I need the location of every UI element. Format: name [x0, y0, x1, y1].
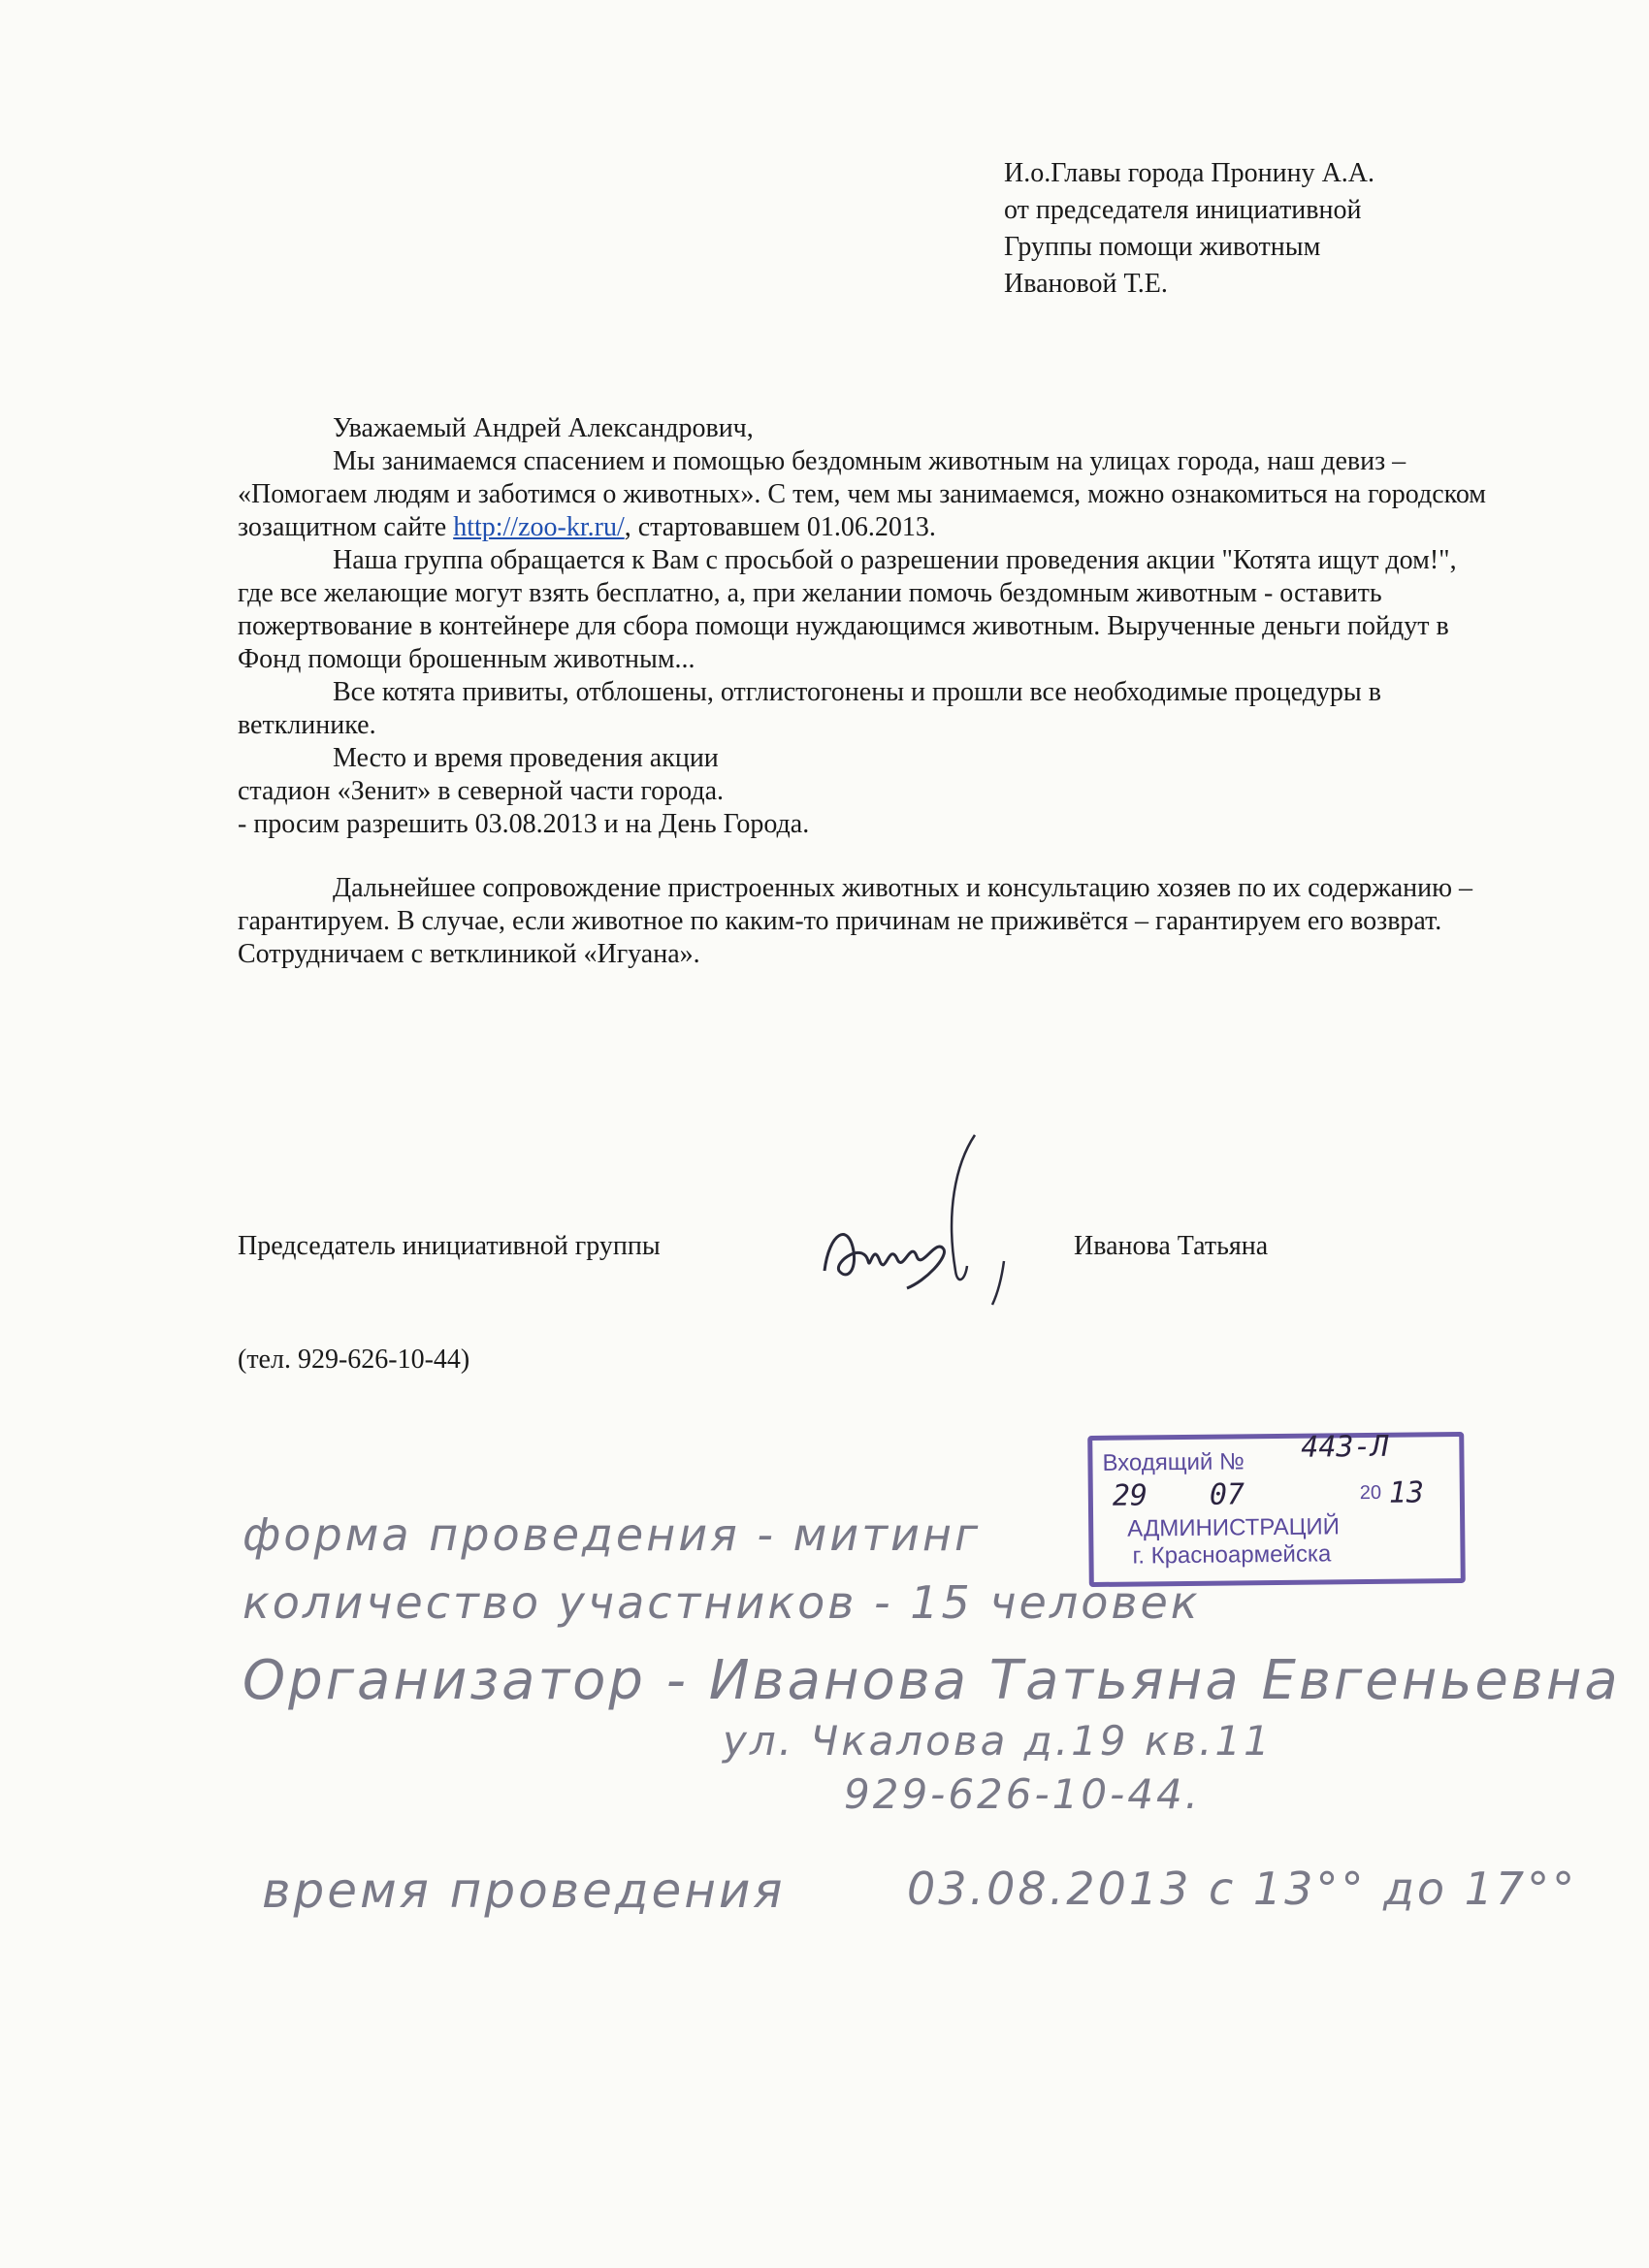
handwritten-participants: количество участников - 15 человек — [242, 1576, 1201, 1629]
addressee-line: Группы помощи животным — [1004, 232, 1321, 262]
stamp-day: 29 — [1112, 1478, 1148, 1513]
paragraph-5: Дальнейшее сопровождение пристроенных животных и консультацию хозяев по их содержанию – гарантируем. В случае, если животное по каким-то причинам не приживётся – гарантируем его возврат. Сотрудничаем с ветклиникой «Игуана». — [238, 873, 1473, 969]
phone-line: (тел. 929-626-10-44) — [238, 1345, 470, 1375]
paragraph-gap — [238, 841, 1499, 872]
stamp-org-line-2: г. Красноармейска — [1132, 1540, 1332, 1570]
paragraph-2: Наша группа обращается к Вам с просьбой о разрешении проведения акции "Котята ищут дом!", где все желающие могут взять бесплатно, а, при желании помочь бездомным животным - оставить пожертвование в контейнере для сбора помощи нуждающимся животным. Вырученные деньги пойдут в Фонд помощи брошенным животным... — [238, 545, 1457, 674]
paragraph-1-text: Мы занимаемся спасением и помощью бездомным животным на улицах города, наш девиз – «Помогаем людям и заботимся о животных». С тем, чем мы занимаемся, можно ознакомиться на городском зозащитном сайте — [238, 446, 1487, 542]
letter-body — [238, 412, 1499, 971]
stamp-month: 07 — [1209, 1477, 1245, 1512]
signer-name: Иванова Татьяна — [1074, 1231, 1269, 1261]
addressee-block — [1004, 155, 1374, 303]
paragraph-4-line-2: стадион «Зенит» в северной части города. — [238, 776, 724, 806]
website-link[interactable]: http://zoo-kr.ru/ — [453, 512, 625, 542]
handwritten-format: форма проведения - митинг — [242, 1508, 982, 1561]
paragraph-1-tail: , стартовавшем 01.06.2013. — [624, 512, 936, 542]
stamp-org-line-1: АДМИНИСТРАЦИЙ — [1127, 1513, 1341, 1542]
paragraph-4-line-1: Место и время проведения акции — [333, 743, 719, 773]
stamp-year-prefix: 20 — [1359, 1481, 1382, 1505]
incoming-stamp — [1087, 1429, 1466, 1587]
addressee-line: от председателя инициативной — [1004, 195, 1362, 225]
signer-role: Председатель инициативной группы — [238, 1231, 661, 1261]
paragraph-4-line-3: - просим разрешить 03.08.2013 и на День Города. — [238, 809, 810, 839]
stamp-incoming-label: Входящий № — [1102, 1448, 1245, 1476]
handwritten-organizer: Организатор - Иванова Татьяна Евгеньевна — [242, 1649, 1621, 1712]
addressee-line: И.о.Главы города Пронину А.А. — [1004, 158, 1375, 188]
greeting: Уважаемый Андрей Александрович, — [333, 413, 754, 443]
addressee-line: Ивановой Т.Е. — [1004, 269, 1168, 299]
stamp-number: 443-Л — [1301, 1429, 1389, 1465]
handwritten-signature — [810, 1125, 1023, 1319]
handwritten-time-label: время проведения — [262, 1863, 786, 1919]
handwritten-address: ул. Чкалова д.19 кв.11 — [723, 1717, 1273, 1765]
handwritten-time-value: 03.08.2013 с 13°° до 17°° — [907, 1863, 1578, 1915]
paragraph-1 — [238, 445, 1499, 544]
paragraph-3: Все котята привиты, отблошены, отглистогонены и прошли все необходимые процедуры в ветклинике. — [238, 677, 1381, 740]
handwritten-phone: 929-626-10-44. — [844, 1770, 1202, 1818]
stamp-year: 13 — [1388, 1475, 1425, 1510]
